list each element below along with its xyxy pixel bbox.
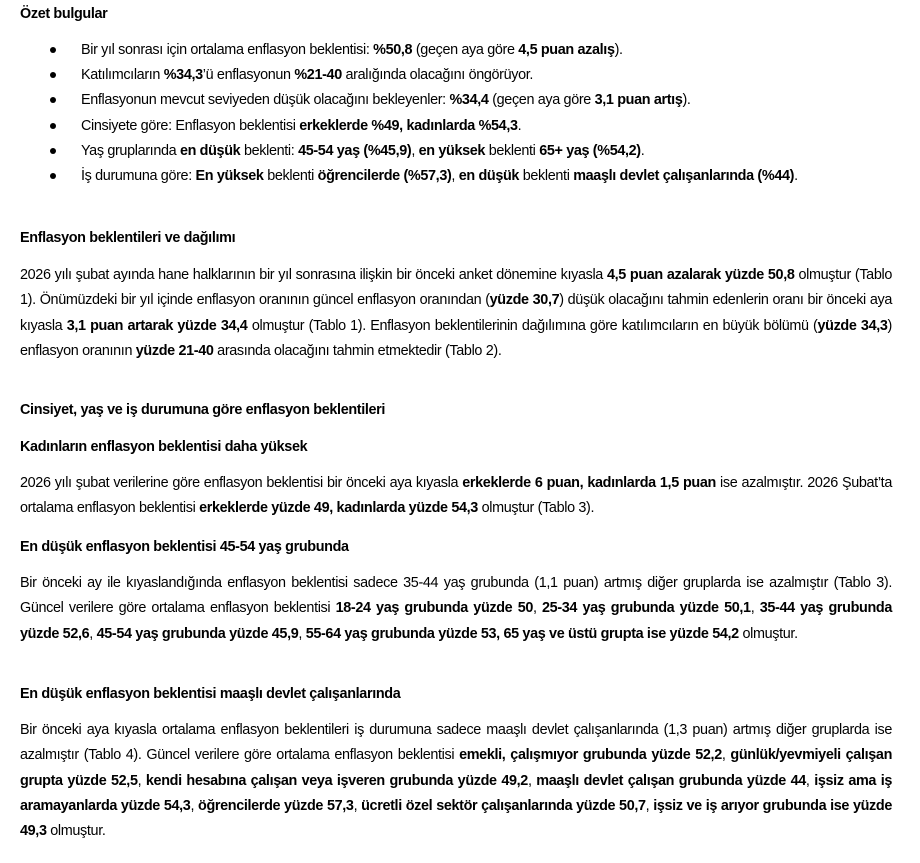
bold-text-run: 3,1 puan artarak yüzde 34,4 (66, 317, 248, 334)
text-run: ). (682, 92, 691, 109)
bold-text-run: 45-54 yaş (%45,9) (298, 142, 412, 159)
bold-text-run: erkeklerde yüzde 49, kadınlarda yüzde 54,3 (199, 500, 478, 517)
bold-text-run: ücretli özel sektör çalışanlarında yüzde 50,7 (361, 797, 646, 814)
text-run: , (750, 600, 760, 617)
text-run: İş durumuna göre: (81, 168, 196, 185)
text-run: ) enflasyon oranının (20, 317, 892, 359)
text-run: olmuştur (Tablo 1). Önümüzdeki bir yıl içinde enflasyon oranının güncel enflasyon oranından ( (20, 267, 892, 309)
bold-text-run: 25-34 yaş grubunda yüzde 50,1 (542, 600, 751, 617)
text-run: aralığında olacağını öngörüyor. (341, 67, 534, 84)
paragraph-is-durumu (20, 718, 892, 844)
bold-text-run: en düşük (458, 168, 520, 185)
summary-bullet (0, 38, 920, 63)
bullet-icon (50, 173, 56, 179)
text-run: ise azalmıştır. 2026 Şubat’ta ortalama enflasyon beklentisi (20, 475, 892, 517)
bold-text-run: 4,5 puan azalarak yüzde 50,8 (606, 267, 795, 283)
bullet-icon (50, 47, 56, 53)
bold-text-run: %21-40 (294, 67, 342, 84)
bold-text-run: %34,4 (449, 92, 489, 109)
bullet-icon (50, 148, 56, 154)
summary-bullet (0, 164, 920, 189)
summary-bullet (0, 63, 920, 88)
heading-yas-grubu: En düşük enflasyon beklentisi 45-54 yaş grubunda (20, 539, 349, 555)
text-run: , (137, 772, 146, 789)
bold-text-run: 35-44 yaş grubunda yüzde 52,6 (20, 600, 892, 642)
text-run: (geçen aya göre (488, 92, 595, 109)
bold-text-run: %50,8 (373, 42, 413, 58)
text-run: , (411, 142, 419, 159)
bold-text-run: 55-64 yaş grubunda yüzde 53, 65 yaş ve üstü grupta ise yüzde 54,2 (305, 625, 739, 642)
text-run: Bir önceki ay ile kıyaslandığında enflasyon beklentisi sadece 35-44 yaş grubunda (1,1 puan) artmış diğer gruplarda ise azalmıştır (Tablo 3). Güncel verilere göre ortalama enflasyon beklentisi (20, 575, 892, 617)
text-run: Katılımcıların (81, 67, 164, 84)
summary-bullet (0, 88, 920, 113)
text-run: , (451, 168, 459, 185)
text-run: 2026 yılı şubat ayında hane halklarının bir yıl sonrasına ilişkin bir önceki anket dönemine kıyasla (20, 267, 607, 283)
bold-text-run: yüzde 21-40 (135, 342, 214, 359)
text-run: , (805, 772, 815, 789)
text-run: . (517, 117, 522, 134)
text-run: olmuştur (Tablo 3). (477, 500, 595, 517)
bold-text-run: 18-24 yaş grubunda yüzde 50 (335, 600, 533, 617)
text-run: ’ü enflasyonun (202, 67, 295, 84)
text-run: , (721, 747, 731, 764)
bold-text-run: maaşlı devlet çalışanlarında (%44) (573, 168, 795, 185)
paragraph-dagilim (20, 263, 892, 364)
bold-text-run: kendi hesabına çalışan veya işveren grubunda yüzde 49,2 (145, 772, 528, 789)
paragraph-kadinlar (20, 471, 892, 522)
bold-text-run: yüzde 30,7 (489, 292, 560, 309)
bold-text-run: en düşük (179, 142, 241, 159)
paragraph-yas-grubu (20, 571, 892, 647)
text-run: . (794, 168, 798, 185)
bold-text-run: öğrencilerde (%57,3) (317, 168, 452, 185)
text-run: , (533, 600, 543, 617)
summary-bullet (0, 114, 920, 139)
text-run: , (645, 797, 654, 814)
heading-ozet-bulgular: Özet bulgular (20, 6, 108, 22)
bold-text-run: %34,3 (163, 67, 203, 84)
text-run: Yaş gruplarında (81, 142, 180, 159)
heading-enflasyon-beklentileri-dagilimi: Enflasyon beklentileri ve dağılımı (20, 230, 236, 246)
text-run: Enflasyonun mevcut seviyeden düşük olacağını bekleyenler: (81, 92, 450, 109)
bold-text-run: 3,1 puan artış (594, 92, 683, 109)
text-run: arasında olacağını tahmin etmektedir (Tablo 2). (213, 342, 502, 359)
bold-text-run: emekli, çalışmıyor grubunda yüzde 52,2 (459, 747, 722, 764)
heading-kadinlar: Kadınların enflasyon beklentisi daha yüksek (20, 439, 308, 455)
text-run: (geçen aya göre (412, 42, 519, 58)
bold-text-run: yüzde 34,3 (817, 317, 888, 334)
summary-bullet (0, 139, 920, 164)
bold-text-run: 45-54 yaş grubunda yüzde 45,9 (96, 625, 299, 642)
bold-text-run: 65+ yaş (%54,2) (539, 142, 641, 159)
text-run: , (527, 772, 537, 789)
bullet-icon (50, 123, 56, 129)
text-run: Bir yıl sonrası için ortalama enflasyon beklentisi: (81, 42, 374, 58)
bullet-icon (50, 97, 56, 103)
bold-text-run: maaşlı devlet çalışan grubunda yüzde 44 (536, 772, 806, 789)
bullet-icon (50, 72, 56, 78)
bold-text-run: En yüksek (195, 168, 264, 185)
heading-cinsiyet-yas-is: Cinsiyet, yaş ve iş durumuna göre enflasyon beklentileri (20, 402, 386, 418)
text-run: . (640, 142, 645, 159)
text-run: , (89, 625, 97, 642)
bold-text-run: erkeklerde 6 puan, kadınlarda 1,5 puan (462, 475, 716, 491)
text-run: Bir önceki aya kıyasla ortalama enflasyon beklentileri iş durumuna sadece maaşlı devlet çalışanlarında (1,3 puan) artmış diğer gruplarda ise azalmıştır (Tablo 4). Güncel verilere göre ortalama enflasyon beklentisi (20, 722, 892, 764)
text-run: , (298, 625, 306, 642)
heading-is-durumu: En düşük enflasyon beklentisi maaşlı devlet çalışanlarında (20, 686, 401, 702)
text-run: beklenti (485, 142, 540, 159)
text-run: olmuştur. (46, 823, 106, 840)
text-run: , (353, 797, 362, 814)
text-run: beklenti: (240, 142, 299, 159)
bold-text-run: en yüksek (418, 142, 486, 159)
text-run: beklenti (263, 168, 318, 185)
text-run: , (190, 797, 198, 814)
summary-bullet-list (0, 38, 920, 189)
text-run: ). (614, 42, 623, 58)
bold-text-run: erkeklerde %49, kadınlarda %54,3 (299, 117, 518, 134)
text-run: olmuştur. (738, 625, 798, 642)
text-run: ) düşük olacağını tahmin edenlerin oranı bir önceki aya kıyasla (20, 292, 892, 334)
bold-text-run: işsiz ama iş aramayanlarda yüzde 54,3 (20, 772, 893, 814)
text-run: 2026 yılı şubat verilerine göre enflasyon beklentisi bir önceki aya kıyasla (20, 475, 463, 491)
text-run: olmuştur (Tablo 1). Enflasyon beklentilerinin dağılımına göre katılımcıların en büyük bölümü ( (247, 317, 818, 334)
bold-text-run: işsiz ve iş arıyor grubunda ise yüzde 49,3 (20, 797, 892, 840)
bold-text-run: günlük/yevmiyeli çalışan grupta yüzde 52,5 (20, 747, 893, 789)
text-run: beklenti (519, 168, 574, 185)
text-run: Cinsiyete göre: Enflasyon beklentisi (81, 117, 300, 134)
bold-text-run: öğrencilerde yüzde 57,3 (198, 797, 354, 814)
bold-text-run: 4,5 puan azalış (518, 42, 615, 58)
